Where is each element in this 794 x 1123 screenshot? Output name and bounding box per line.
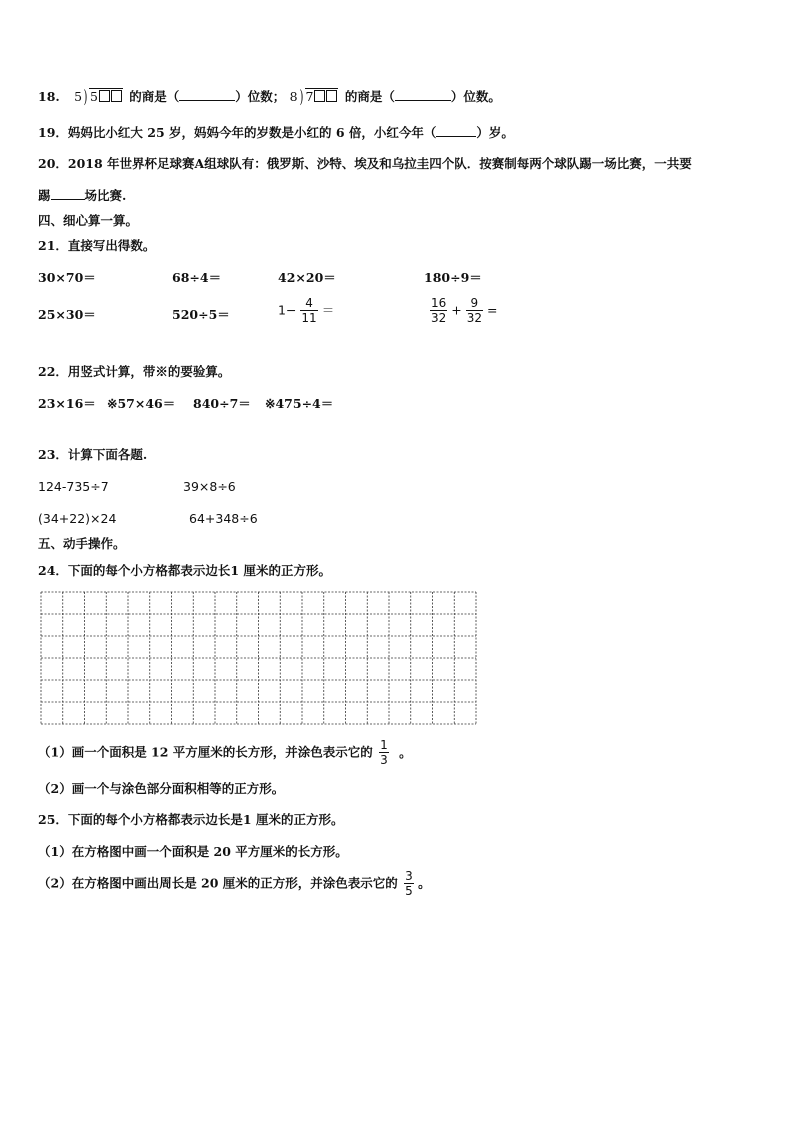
q25-part-2: （2）在方格图中画出周长是 20 厘米的正方形，并涂色表示它的 $\frac{3}{5}$ 。 bbox=[38, 869, 431, 898]
question-18: 18. 5) 5 的商是（ ）位数； 8) 7 的商是（ ）位数。 bbox=[38, 85, 501, 107]
q24-part-2: （2）画一个与涂色部分面积相等的正方形。 bbox=[38, 781, 285, 796]
q23-item-2: 39×8÷6 bbox=[183, 479, 236, 494]
q23-item-1: 124-735÷7 bbox=[38, 479, 109, 494]
grid-svg[interactable] bbox=[40, 591, 477, 725]
question-20-line-2: 踢 场比赛. bbox=[38, 188, 127, 203]
answer-blank[interactable] bbox=[395, 88, 451, 101]
question-21-title: 21．直接写出得数。 bbox=[38, 238, 156, 253]
divisor-2: 8 bbox=[289, 89, 298, 104]
q22-item-3: 840÷7＝ bbox=[193, 396, 251, 411]
long-division-1: 5) 5 bbox=[74, 88, 123, 105]
q21-item-4: 180÷9＝ bbox=[424, 270, 482, 285]
fraction: $\frac{3}{5}$ bbox=[405, 869, 413, 898]
answer-blank[interactable] bbox=[179, 88, 235, 101]
q21-item-1: 30×70＝ bbox=[38, 270, 96, 285]
q22-item-2: ※57×46＝ bbox=[107, 396, 176, 411]
long-division-2: 8) 7 bbox=[290, 88, 339, 105]
question-19: 19．妈妈比小红大 25 岁，妈妈今年的岁数是小红的 6 倍，小红今年（ ）岁。 bbox=[38, 125, 514, 140]
question-23-title: 23．计算下面各题. bbox=[38, 447, 148, 462]
question-22-title: 22．用竖式计算，带※的要验算。 bbox=[38, 364, 231, 379]
digit-box bbox=[326, 90, 337, 102]
q25-part-1: （1）在方格图中画一个面积是 20 平方厘米的长方形。 bbox=[38, 844, 348, 859]
fraction: $\frac{1}{3}$ bbox=[380, 738, 388, 767]
question-20-line-1: 20．2018 年世界杯足球赛A组球队有：俄罗斯、沙特、埃及和乌拉圭四个队．按赛制每两个球队踢一场比赛，一共要 bbox=[38, 156, 692, 171]
dividend-2: 7 bbox=[305, 88, 339, 105]
digit-box bbox=[314, 90, 325, 102]
q21-item-3: 42×20＝ bbox=[278, 270, 336, 285]
digit-box bbox=[111, 90, 122, 102]
fraction: $\frac{16}{32}$ bbox=[431, 296, 447, 325]
q21-fraction-expression-2: $\frac{16}{32}$ + $\frac{9}{32}$ = bbox=[431, 296, 498, 325]
answer-blank[interactable] bbox=[436, 124, 476, 137]
digit-box bbox=[99, 90, 110, 102]
question-25-title: 25．下面的每个小方格都表示边长是1 厘米的正方形。 bbox=[38, 812, 344, 827]
q21-item-6: 520÷5＝ bbox=[172, 307, 230, 322]
square-grid[interactable] bbox=[40, 591, 477, 728]
q21-fraction-expression-1: 1− $\frac{4}{11}$ ＝ bbox=[278, 296, 335, 325]
q22-item-1: 23×16＝ bbox=[38, 396, 96, 411]
divisor-1: 5 bbox=[74, 89, 83, 104]
section-5-heading: 五、动手操作。 bbox=[38, 536, 126, 551]
q24-part-1: （1）画一个面积是 12 平方厘米的长方形，并涂色表示它的 $\frac{1}{3}$ 。 bbox=[38, 738, 412, 767]
fraction: $\frac{9}{32}$ bbox=[466, 296, 483, 325]
fraction: $\frac{4}{11}$ bbox=[301, 296, 317, 325]
section-4-heading: 四、细心算一算。 bbox=[38, 213, 139, 228]
question-24-title: 24．下面的每个小方格都表示边长1 厘米的正方形。 bbox=[38, 563, 331, 578]
q23-item-3: (34+22)×24 bbox=[38, 511, 117, 526]
q21-item-2: 68÷4＝ bbox=[172, 270, 222, 285]
q21-item-5: 25×30＝ bbox=[38, 307, 96, 322]
answer-blank[interactable] bbox=[51, 187, 85, 200]
q23-item-4: 64+348÷6 bbox=[189, 511, 258, 526]
dividend-1: 5 bbox=[89, 88, 123, 105]
question-18-number: 18. bbox=[38, 89, 60, 104]
q22-item-4: ※475÷4＝ bbox=[265, 396, 334, 411]
